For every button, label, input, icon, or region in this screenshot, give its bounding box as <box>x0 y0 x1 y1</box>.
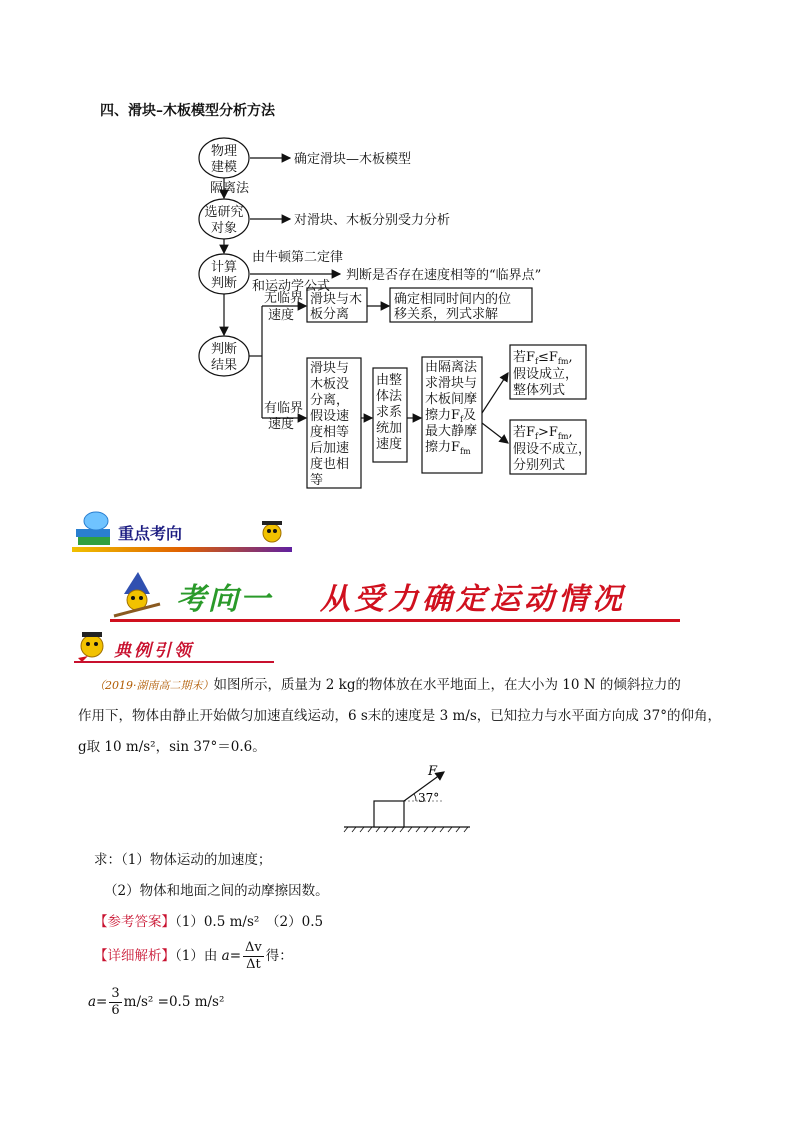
box-whole-l4: 统加 <box>376 421 403 436</box>
box-not-separate-l4: 假设速 <box>310 409 350 424</box>
analysis-step1-pre: （1）由 <box>175 948 218 964</box>
label-confirm-model: 确定滑块—木板模型 <box>294 152 412 167</box>
node-physics-model-l2: 建模 <box>210 160 238 175</box>
label-isolate-method: 隔离法 <box>210 181 250 196</box>
box-whole-l3: 求系 <box>376 405 403 420</box>
owl-mascot-icon <box>262 521 282 542</box>
flowchart <box>190 128 620 493</box>
box-whole-l5: 速度 <box>376 437 403 452</box>
problem-text-1: 如图所示，质量为 2 kg的物体放在水平地面上，在大小为 10 N 的倾斜拉力的 <box>213 677 681 693</box>
force-figure <box>342 760 472 835</box>
label-newton-l2: 和运动学公式 <box>252 279 331 294</box>
heading-title: 从受力确定运动情况 <box>320 582 626 617</box>
answer-text: （1）0.5 m/s² （2）0.5 <box>175 914 324 930</box>
wizard-mascot-icon <box>110 570 170 620</box>
box-separate-l1: 滑块与木 <box>310 292 363 307</box>
mascot-icon <box>74 628 110 662</box>
node-select-object-l1: 选研究 <box>204 205 244 220</box>
box-isolation-l1: 由隔离法 <box>425 360 478 375</box>
box-not-separate-l8: 等 <box>310 473 324 488</box>
box-not-separate-l6: 后加速 <box>310 441 350 456</box>
box-isolation-l5: 最大静摩 <box>425 424 478 439</box>
analysis-step1-post: 得： <box>265 948 293 964</box>
problem-text-2: 作用下，物体由静止开始做匀加速直线运动，6 s末的速度是 3 m/s，已知拉力与水平面方向成 37°的仰角， <box>78 708 721 724</box>
box-whole-l1: 由整 <box>376 373 403 388</box>
node-judge-result-l2: 结果 <box>210 358 238 373</box>
box-result-b-l1: 若$F_f>F_{fm}$, <box>513 425 573 441</box>
analysis-step2-var: a= <box>88 994 108 1010</box>
box-isolation-l3: 木板间摩 <box>425 392 478 407</box>
node-select-object-l2: 对象 <box>210 221 238 236</box>
label-newton-l1: 由牛顿第二定律 <box>252 250 344 265</box>
ask-2: （2）物体和地面之间的动摩擦因数。 <box>104 883 329 899</box>
problem-line-1 <box>94 671 722 700</box>
box-not-separate-l3: 分离， <box>310 393 350 408</box>
label-judge-critical: 判断是否存在速度相等的“临界点” <box>346 268 542 283</box>
box-not-separate-l1: 滑块与 <box>310 361 350 376</box>
label-force-analysis: 对滑块、木板分别受力分析 <box>294 213 451 228</box>
problem-source: （2019·湖南高二期末） <box>94 679 214 692</box>
box-isolation-l4: 擦力$F_f$及 <box>425 408 477 424</box>
box-result-a-l1: 若$F_f\le F_{fm}$, <box>513 350 573 366</box>
box-result-a-l3: 整体列式 <box>513 383 566 398</box>
answer-line <box>94 908 722 937</box>
fraction-dv-dt: $\frac{\Delta v}{\Delta t}$ <box>245 940 262 972</box>
box-isolation-l2: 求滑块与 <box>425 376 478 391</box>
box-result-b-l2: 假设不成立， <box>513 442 592 457</box>
label-no-critical-l2: 速度 <box>268 308 295 323</box>
ask-1: 求：（1）物体运动的加速度； <box>94 852 272 868</box>
node-calc-judge-l2: 判断 <box>210 276 238 291</box>
label-has-critical-l2: 速度 <box>268 417 295 432</box>
heading-banner <box>110 570 680 622</box>
key-banner-text: 重点考向 <box>118 524 183 543</box>
typical-example-text: 典例引领 <box>114 641 194 661</box>
analysis-line-2 <box>88 986 716 1019</box>
box-not-separate-l2: 木板没 <box>310 377 350 392</box>
box-result-b-l3: 分别列式 <box>513 458 566 473</box>
box-displacement-l1: 确定相同时间内的位 <box>394 292 512 307</box>
box-isolation-l6: 擦力$F_{fm}$ <box>425 440 471 456</box>
key-direction-banner <box>72 507 292 557</box>
box-displacement-l2: 移关系，列式求解 <box>394 307 499 322</box>
box-not-separate-l5: 度相等 <box>310 425 350 440</box>
label-no-critical-l1: 无临界 <box>264 291 304 306</box>
angle-label: 37° <box>418 791 440 805</box>
heading-prefix: 考向一 <box>176 582 272 617</box>
box-not-separate-l7: 度也相 <box>310 457 350 472</box>
box-result-a-l2: 假设成立， <box>513 367 579 382</box>
problem-text-3: g取 10 m/s²，sin 37°＝0.6。 <box>78 739 266 755</box>
typical-underline <box>74 661 274 663</box>
analysis-step1-var: a= <box>221 948 242 964</box>
node-physics-model-l1: 物理 <box>210 144 238 159</box>
analysis-step2-post: m/s² =0.5 m/s² <box>123 994 225 1010</box>
force-label: F <box>428 764 438 779</box>
typical-example-banner <box>74 628 274 664</box>
box-whole-l2: 体法 <box>376 389 403 404</box>
heading-underline <box>110 619 680 622</box>
node-calc-judge-l1: 计算 <box>210 260 238 275</box>
block <box>374 801 404 827</box>
analysis-label: 【详细解析】 <box>94 948 175 964</box>
label-has-critical-l1: 有临界 <box>264 401 304 416</box>
books-icon <box>76 512 110 545</box>
answer-label: 【参考答案】 <box>94 914 175 930</box>
section-title: 四、滑块–木板模型分析方法 <box>100 103 275 119</box>
box-separate-l2: 板分离 <box>310 307 350 322</box>
fraction-3-6: $\frac{3}{6}$ <box>111 986 120 1018</box>
analysis-line-1 <box>94 940 722 973</box>
node-judge-result-l1: 判断 <box>210 342 238 357</box>
